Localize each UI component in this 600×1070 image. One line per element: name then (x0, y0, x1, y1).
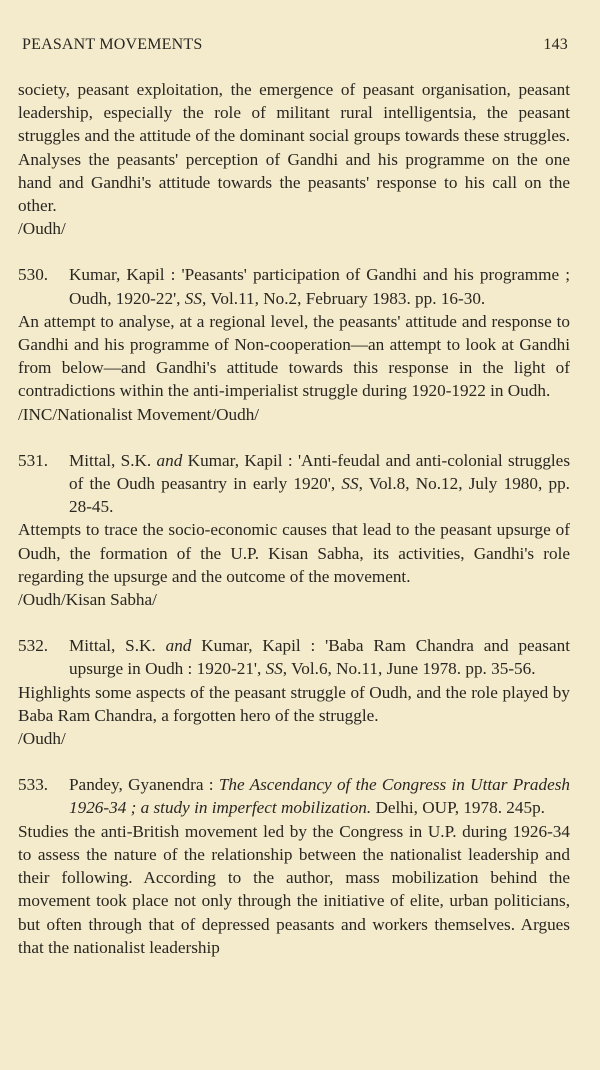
entry-citation (18, 773, 570, 819)
bibliography-entry-532 (18, 634, 570, 750)
entry-citation (18, 634, 570, 680)
citation-text: Kumar, Kapil : 'Peasants' participation of Gandhi and his programme ; Oudh, 1920-22', SS, Vol.11, No.2, February 1983. pp. 16-30. (69, 265, 570, 308)
citation-text: Mittal, S.K. and Kumar, Kapil : 'Anti-feudal and anti-colonial struggles of the Oudh peasantry in early 1920', SS, Vol.8, No.12, July 1980, pp. 28-45. (69, 450, 571, 517)
entry-citation (18, 263, 570, 309)
intro-paragraph: society, peasant exploitation, the emergence of peasant organisation, peasant leadership, especially the role of militant rural intelligentsia, the peasant struggles and the attitude of the dominant social groups towards these struggles. Analyses the peasants' perception of Gandhi and his programme on the one hand and Gandhi's attitude towards the peasants' response to his call on the other. (18, 80, 570, 216)
entry-tags: /Oudh/Kisan Sabha/ (18, 590, 157, 610)
citation-text: Pandey, Gyanendra : The Ascendancy of the Congress in Uttar Pradesh 1926-34 ; a study in imperfect mobilization. Delhi, OUP, 1978. 245p. (69, 775, 570, 818)
page-number: 143 (543, 36, 568, 53)
entry-tags: /Oudh/ (18, 729, 66, 749)
entry-number: 532. (18, 636, 49, 656)
entry-annotation: Highlights some aspects of the peasant struggle of Oudh, and the role played by Baba Ram Chandra, a forgotten hero of the struggle. (18, 682, 570, 725)
bibliography-entry-533 (18, 773, 570, 959)
entry-number: 533. (18, 775, 49, 795)
bibliography-entry-530 (18, 263, 570, 425)
entry-annotation: An attempt to analyse, at a regional level, the peasants' attitude and response to Gandhi and his programme of Non-cooperation—an attempt to look at Gandhi from below—and Gandhi's attitude towards this response in the light of contradictions within the anti-imperialist struggle during 1920-1922 in Oudh. (18, 311, 570, 401)
entry-number: 530. (18, 265, 49, 285)
bibliography-entry-531 (18, 449, 570, 611)
citation-text: Mittal, S.K. and Kumar, Kapil : 'Baba Ram Chandra and peasant upsurge in Oudh : 1920-21', SS, Vol.6, No.11, June 1978. pp. 35-56. (69, 636, 570, 679)
entry-annotation: Attempts to trace the socio-economic causes that lead to the peasant upsurge of Oudh, the formation of the U.P. Kisan Sabha, its activities, Gandhi's role regarding the upsurge and the outcome of the movement. (18, 520, 570, 586)
intro-tags: /Oudh/ (18, 219, 66, 239)
running-header (22, 36, 568, 54)
entry-number: 531. (18, 450, 49, 470)
running-title: PEASANT MOVEMENTS (22, 36, 203, 53)
entry-annotation: Studies the anti-British movement led by the Congress in U.P. during 1926-34 to assess the nature of the relationship between the nationalist leadership and their following. According to the author, mass mobilization behind the movement took place not only through the initiative of elite, urban politicians, but often through that of depressed peasants and workers themselves. Argues that the nationalist leadership (18, 821, 570, 957)
entry-tags: /INC/Nationalist Movement/Oudh/ (18, 404, 260, 424)
page-body (18, 78, 570, 959)
entry-citation (18, 449, 570, 519)
